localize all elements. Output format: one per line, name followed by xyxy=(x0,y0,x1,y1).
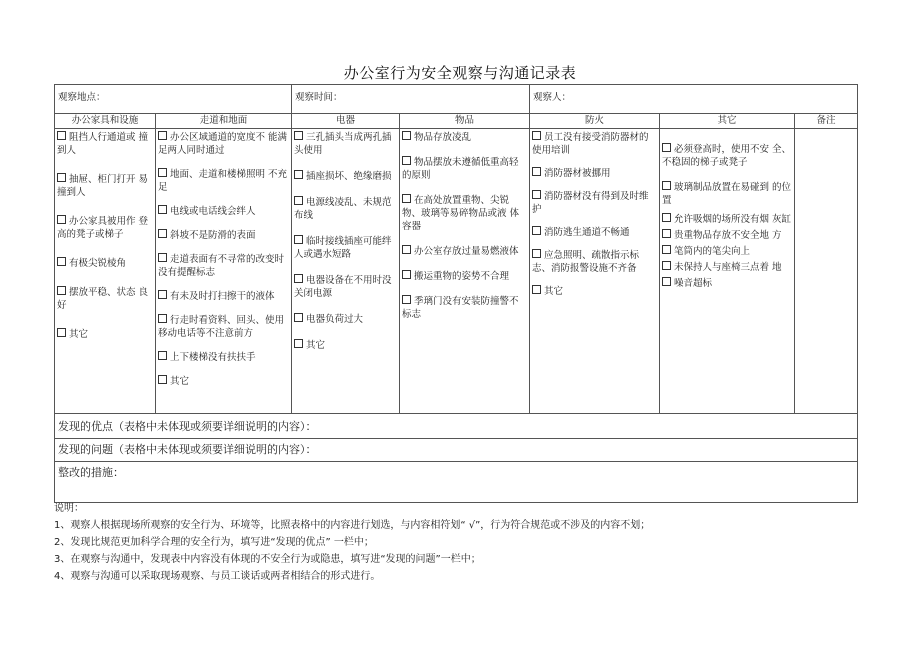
page-title: 办公室行为安全观察与沟通记录表 xyxy=(343,64,577,82)
checklist-item[interactable]: 其它 xyxy=(294,339,397,352)
checkbox-icon[interactable] xyxy=(532,249,541,258)
checkbox-icon[interactable] xyxy=(158,351,167,360)
checklist-item[interactable]: 物品存放凌乱 xyxy=(402,131,527,144)
checkbox-icon[interactable] xyxy=(294,170,303,179)
checklist-item[interactable]: 其它 xyxy=(57,328,153,341)
location-field[interactable]: 观察地点： xyxy=(55,85,292,114)
checkbox-icon[interactable] xyxy=(294,274,303,283)
header-remarks: 备注 xyxy=(795,114,858,129)
header-walkway: 走道和地面 xyxy=(156,114,292,129)
checklist-item[interactable]: 玻璃制品放置在易碰到 的位置 xyxy=(662,182,792,206)
checkbox-icon[interactable] xyxy=(294,339,303,348)
checklist-item[interactable]: 办公区域通道的宽度不 能满足两人同时通过 xyxy=(158,132,288,156)
checkbox-icon[interactable] xyxy=(158,168,167,177)
checklist-item[interactable]: 电器设备在不用时没关闭电源 xyxy=(294,275,392,299)
checkbox-icon[interactable] xyxy=(662,213,671,222)
advantages-row xyxy=(55,414,858,439)
problems-row xyxy=(55,439,858,462)
checklist-item[interactable]: 物品摆放未遵循低重高轻的原则 xyxy=(402,157,519,181)
checkbox-icon[interactable] xyxy=(662,181,671,190)
checklist-item[interactable]: 电线或电话线会绊人 xyxy=(158,205,289,218)
checklist-item[interactable]: 必须登高时，使用不安 全、不稳固的梯子或凳子 xyxy=(662,144,792,168)
instruction-line: 3、在观察与沟通中，发现表中内容没有体现的不安全行为或隐患，填写进“发现的问题”一栏中； xyxy=(54,554,481,565)
checklist-item[interactable]: 阻挡人行通道或 撞到人 xyxy=(57,132,149,156)
instruction-line: 1、观察人根据现场所观察的安全行为、环境等，比照表格中的内容进行划选，与内容相符划“ √”，行为符合规范或不涉及的内容不划； xyxy=(54,520,651,531)
checklist-item[interactable]: 噪音超标 xyxy=(662,277,792,290)
checklist-item[interactable]: 在高处放置重物、尖锐物、玻璃等易碎物品或液 体容器 xyxy=(402,195,520,232)
checkbox-icon[interactable] xyxy=(532,131,541,140)
header-furniture: 办公家具和设施 xyxy=(55,114,156,129)
checkbox-icon[interactable] xyxy=(57,328,66,337)
checklist-item[interactable]: 电器负荷过大 xyxy=(294,313,397,326)
instructions-heading: 说明： xyxy=(54,503,84,514)
furniture-cell xyxy=(55,129,156,414)
checkbox-icon[interactable] xyxy=(532,190,541,199)
checklist-item[interactable]: 地面、走道和楼梯照明 不充足 xyxy=(158,169,288,193)
checklist-item[interactable]: 季璃门没有安装防撞警不标志 xyxy=(402,296,519,320)
checklist-item[interactable]: 员工没有接受消防器材的使用培训 xyxy=(532,132,649,156)
header-fire: 防火 xyxy=(530,114,660,129)
checkbox-icon[interactable] xyxy=(532,285,541,294)
checklist-item[interactable]: 抽屉、柜门打开 易撞到人 xyxy=(57,174,149,198)
measures-row xyxy=(55,462,858,503)
checkbox-icon[interactable] xyxy=(662,261,671,270)
checkbox-icon[interactable] xyxy=(662,143,671,152)
checklist-item[interactable]: 消防器材没有得到及时维护 xyxy=(532,191,649,215)
checkbox-icon[interactable] xyxy=(662,245,671,254)
meta-row xyxy=(55,85,858,114)
checklist-item[interactable]: 插座损坏、绝缘磨损 xyxy=(294,170,397,183)
checklist-item[interactable]: 三孔插头当成两孔插头使用 xyxy=(294,132,392,156)
observation-table xyxy=(54,84,858,503)
checklist-item[interactable]: 上下楼梯没有扶扶手 xyxy=(158,351,289,364)
checklist-item[interactable]: 办公家具被用作 登高的凳子或梯子 xyxy=(57,216,149,240)
checkbox-icon[interactable] xyxy=(158,314,167,323)
checkbox-icon[interactable] xyxy=(158,253,167,262)
checklist-item[interactable]: 贵重物品存放不安全地 方 xyxy=(662,229,792,242)
checklist-item[interactable]: 搬运重物的姿势不合理 xyxy=(402,270,527,283)
fire-cell xyxy=(530,129,660,414)
checkbox-icon[interactable] xyxy=(57,131,66,140)
remarks-cell[interactable] xyxy=(795,129,858,414)
checkbox-icon[interactable] xyxy=(57,215,66,224)
time-field[interactable]: 观察时间： xyxy=(292,85,530,114)
walkway-cell xyxy=(156,129,292,414)
checkbox-icon[interactable] xyxy=(402,295,411,304)
electrical-cell xyxy=(292,129,400,414)
checkbox-icon[interactable] xyxy=(158,229,167,238)
checklist-item[interactable]: 摆放平稳、状态 良好 xyxy=(57,287,149,311)
checkbox-icon[interactable] xyxy=(294,235,303,244)
checklist-item[interactable]: 消防逃生通道不畅通 xyxy=(532,226,657,239)
instruction-line: 4、观察与沟通可以采取现场观察、与员工谈话或两者相结合的形式进行。 xyxy=(54,571,381,582)
checklist-item[interactable]: 未保持人与座椅三点着 地 xyxy=(662,261,792,274)
checklist-item[interactable]: 斜坡不是防滑的表面 xyxy=(158,229,289,242)
checkbox-icon[interactable] xyxy=(57,173,66,182)
checklist-item[interactable]: 消防器材被挪用 xyxy=(532,167,657,180)
checkbox-icon[interactable] xyxy=(532,167,541,176)
checklist-item[interactable]: 走道表面有不寻常的改变时没有提醒标志 xyxy=(158,254,285,278)
other-cell xyxy=(660,129,795,414)
checkbox-icon[interactable] xyxy=(57,286,66,295)
checkbox-icon[interactable] xyxy=(158,375,167,384)
measures-field[interactable]: 整改的措施： xyxy=(55,462,858,503)
instructions xyxy=(54,500,874,585)
checklist-item[interactable]: 临时接线插座可能绊人或遇水短路 xyxy=(294,236,392,260)
header-other: 其它 xyxy=(660,114,795,129)
checkbox-icon[interactable] xyxy=(294,131,303,140)
checklist-item[interactable]: 允许吸烟的场所没有烟 灰缸 xyxy=(662,213,792,226)
checklist-item[interactable]: 行走时看资料、回头、使用移动电话等不注意前方 xyxy=(158,315,285,339)
checklist-item[interactable]: 其它 xyxy=(158,375,289,388)
items-cell xyxy=(400,129,530,414)
checklist-item[interactable]: 有未及时打扫擦干的液体 xyxy=(158,290,289,303)
checkbox-icon[interactable] xyxy=(294,313,303,322)
checkbox-icon[interactable] xyxy=(294,196,303,205)
checkbox-icon[interactable] xyxy=(662,277,671,286)
checklist-item[interactable]: 其它 xyxy=(532,285,657,298)
instruction-line: 2、发现比规范更加科学合理的安全行为，填写进“发现的优点” 一栏中； xyxy=(54,537,374,548)
header-row xyxy=(55,114,858,129)
checkbox-icon[interactable] xyxy=(57,257,66,266)
checkbox-icon[interactable] xyxy=(402,245,411,254)
problems-field[interactable]: 发现的问题（表格中未体现或须要详细说明的内容）： xyxy=(55,439,858,462)
header-electrical: 电器 xyxy=(292,114,400,129)
header-items: 物品 xyxy=(400,114,530,129)
checkbox-icon[interactable] xyxy=(402,270,411,279)
checkbox-icon[interactable] xyxy=(532,226,541,235)
advantages-field[interactable]: 发现的优点（表格中未体现或须要详细说明的内容）： xyxy=(55,414,858,439)
checkbox-icon[interactable] xyxy=(402,131,411,140)
checklist-item[interactable]: 办公室存放过量易燃液体 xyxy=(402,245,527,258)
checklist-item[interactable]: 电源线凌乱、未规范布线 xyxy=(294,197,392,221)
checklist-item[interactable]: 应急照明、疏散指示标志、消防报警设施不齐备 xyxy=(532,250,640,274)
checklist-item[interactable]: 有极尖锐棱角 xyxy=(57,257,153,270)
checkbox-icon[interactable] xyxy=(662,229,671,238)
checkbox-icon[interactable] xyxy=(402,194,411,203)
checkbox-icon[interactable] xyxy=(158,131,167,140)
checklist-item[interactable]: 笔筒内的笔尖向上 xyxy=(662,245,792,258)
checkbox-icon[interactable] xyxy=(402,156,411,165)
checkbox-icon[interactable] xyxy=(158,205,167,214)
observer-field[interactable]: 观察人： xyxy=(530,85,858,114)
checkbox-icon[interactable] xyxy=(158,290,167,299)
checklist-row xyxy=(55,129,858,414)
